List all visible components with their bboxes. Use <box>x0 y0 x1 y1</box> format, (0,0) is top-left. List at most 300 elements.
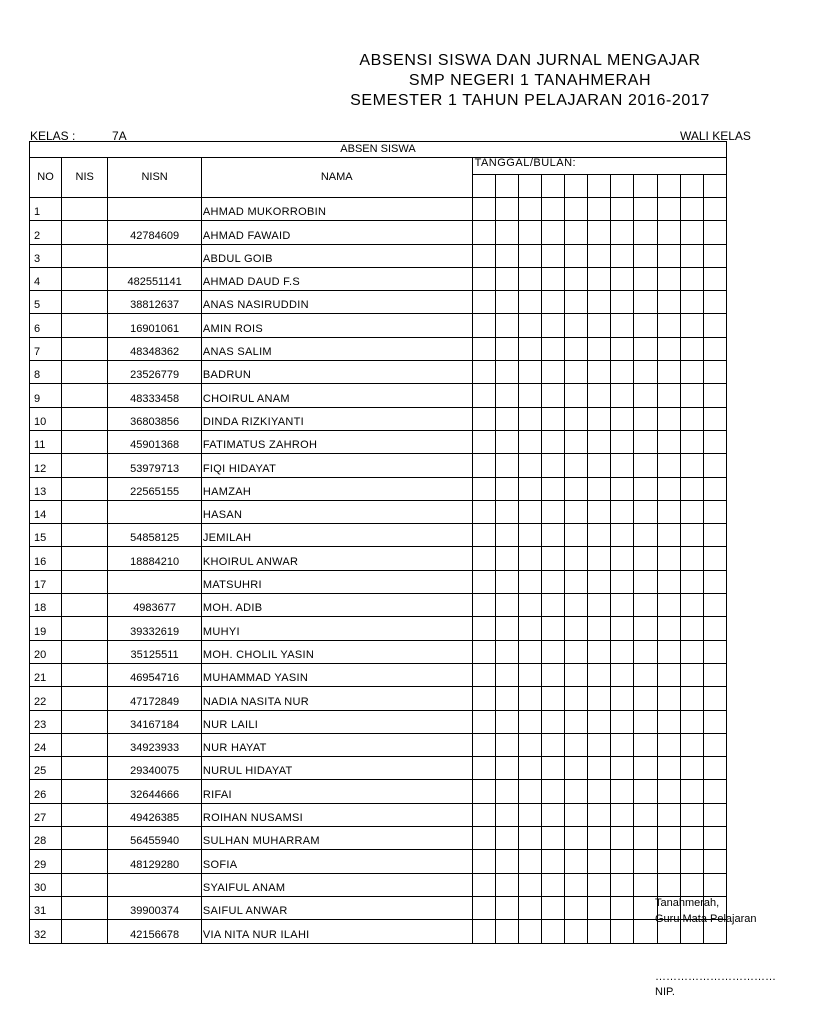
row-nis <box>62 361 108 384</box>
attendance-cell <box>472 198 495 221</box>
attendance-cell <box>703 547 726 570</box>
table-row <box>30 803 727 826</box>
row-nama: NUR HAYAT <box>201 733 472 756</box>
row-no: 26 <box>30 780 62 803</box>
attendance-cell <box>472 687 495 710</box>
table-row <box>30 640 727 663</box>
attendance-cell <box>703 337 726 360</box>
row-nama: ROIHAN NUSAMSI <box>201 803 472 826</box>
attendance-cell <box>657 198 680 221</box>
row-nisn <box>108 873 202 896</box>
attendance-cell <box>495 617 518 640</box>
attendance-cell <box>703 780 726 803</box>
attendance-cell <box>634 500 657 523</box>
date-column-cell <box>565 175 588 198</box>
attendance-table <box>29 141 727 944</box>
row-no: 6 <box>30 314 62 337</box>
attendance-cell <box>495 710 518 733</box>
doc-title-line2: SMP NEGERI 1 TANAHMERAH <box>408 72 652 89</box>
row-nama: MOH. ADIB <box>201 594 472 617</box>
attendance-cell <box>680 454 703 477</box>
attendance-cell <box>565 314 588 337</box>
table-row <box>30 850 727 873</box>
attendance-cell <box>611 570 634 593</box>
attendance-cell <box>634 873 657 896</box>
attendance-cell <box>611 873 634 896</box>
teacher-role-label: Guru Mata Pelajaran <box>655 913 757 925</box>
attendance-cell <box>565 291 588 314</box>
row-nama: ANAS SALIM <box>201 337 472 360</box>
attendance-cell <box>588 221 611 244</box>
attendance-cell <box>657 827 680 850</box>
row-no: 22 <box>30 687 62 710</box>
row-no: 14 <box>30 500 62 523</box>
row-nama: MOH. CHOLIL YASIN <box>201 640 472 663</box>
attendance-cell <box>634 361 657 384</box>
attendance-cell <box>657 477 680 500</box>
attendance-cell <box>657 384 680 407</box>
attendance-cell <box>472 477 495 500</box>
col-header-nisn: NISN <box>108 158 202 198</box>
attendance-cell <box>472 221 495 244</box>
row-nis <box>62 617 108 640</box>
row-nisn: 56455940 <box>108 827 202 850</box>
row-nis <box>62 454 108 477</box>
row-nis <box>62 244 108 267</box>
attendance-cell <box>541 757 564 780</box>
attendance-cell <box>518 803 541 826</box>
row-nis <box>62 267 108 290</box>
attendance-cell <box>680 803 703 826</box>
attendance-cell <box>611 827 634 850</box>
table-row <box>30 687 727 710</box>
attendance-cell <box>541 291 564 314</box>
table-row <box>30 733 727 756</box>
attendance-cell <box>680 477 703 500</box>
attendance-cell <box>472 337 495 360</box>
attendance-cell <box>634 407 657 430</box>
attendance-cell <box>472 920 495 943</box>
attendance-cell <box>565 850 588 873</box>
attendance-cell <box>657 361 680 384</box>
attendance-cell <box>680 687 703 710</box>
attendance-cell <box>518 710 541 733</box>
row-nis <box>62 547 108 570</box>
attendance-cell <box>611 663 634 686</box>
attendance-cell <box>472 267 495 290</box>
kelas-label: KELAS : <box>30 129 76 143</box>
attendance-cell <box>518 500 541 523</box>
attendance-cell <box>703 477 726 500</box>
attendance-cell <box>680 244 703 267</box>
attendance-cell <box>495 687 518 710</box>
row-nama: ANAS NASIRUDDIN <box>201 291 472 314</box>
attendance-cell <box>495 314 518 337</box>
row-nis <box>62 314 108 337</box>
attendance-cell <box>611 454 634 477</box>
attendance-cell <box>611 757 634 780</box>
row-no: 4 <box>30 267 62 290</box>
attendance-cell <box>518 827 541 850</box>
attendance-cell <box>495 477 518 500</box>
attendance-cell <box>657 873 680 896</box>
attendance-cell <box>611 733 634 756</box>
row-nisn <box>108 198 202 221</box>
row-nisn: 49426385 <box>108 803 202 826</box>
attendance-cell <box>495 920 518 943</box>
row-nis <box>62 384 108 407</box>
row-nis <box>62 640 108 663</box>
attendance-cell <box>518 267 541 290</box>
row-nis <box>62 757 108 780</box>
table-row <box>30 500 727 523</box>
attendance-cell <box>541 780 564 803</box>
row-no: 27 <box>30 803 62 826</box>
attendance-cell <box>541 547 564 570</box>
attendance-cell <box>495 663 518 686</box>
attendance-cell <box>588 477 611 500</box>
attendance-cell <box>518 244 541 267</box>
attendance-cell <box>634 710 657 733</box>
attendance-cell <box>518 524 541 547</box>
attendance-cell <box>680 547 703 570</box>
attendance-cell <box>703 873 726 896</box>
attendance-cell <box>634 780 657 803</box>
row-nisn <box>108 570 202 593</box>
row-nisn: 34923933 <box>108 733 202 756</box>
attendance-cell <box>657 524 680 547</box>
attendance-cell <box>472 803 495 826</box>
row-nisn: 36803856 <box>108 407 202 430</box>
attendance-cell <box>588 570 611 593</box>
row-nama: MATSUHRI <box>201 570 472 593</box>
attendance-cell <box>680 594 703 617</box>
attendance-cell <box>680 500 703 523</box>
attendance-cell <box>634 430 657 453</box>
row-nisn: 18884210 <box>108 547 202 570</box>
row-nisn: 46954716 <box>108 663 202 686</box>
attendance-cell <box>611 594 634 617</box>
attendance-cell <box>541 337 564 360</box>
table-row <box>30 244 727 267</box>
table-row <box>30 384 727 407</box>
attendance-cell <box>495 733 518 756</box>
attendance-cell <box>657 850 680 873</box>
attendance-cell <box>657 757 680 780</box>
row-nama: FIQI HIDAYAT <box>201 454 472 477</box>
row-nis <box>62 896 108 919</box>
attendance-cell <box>703 687 726 710</box>
attendance-cell <box>541 687 564 710</box>
table-row <box>30 361 727 384</box>
attendance-cell <box>495 524 518 547</box>
attendance-cell <box>680 291 703 314</box>
attendance-cell <box>495 267 518 290</box>
attendance-cell <box>611 547 634 570</box>
row-no: 5 <box>30 291 62 314</box>
attendance-cell <box>703 733 726 756</box>
attendance-cell <box>634 314 657 337</box>
attendance-cell <box>565 710 588 733</box>
row-nama: NADIA NASITA NUR <box>201 687 472 710</box>
row-nisn: 47172849 <box>108 687 202 710</box>
attendance-cell <box>634 477 657 500</box>
attendance-cell <box>588 733 611 756</box>
attendance-cell <box>657 570 680 593</box>
attendance-cell <box>588 454 611 477</box>
table-row <box>30 267 727 290</box>
attendance-cell <box>703 827 726 850</box>
attendance-cell <box>495 640 518 663</box>
attendance-cell <box>518 896 541 919</box>
attendance-cell <box>703 710 726 733</box>
attendance-cell <box>634 827 657 850</box>
attendance-cell <box>565 500 588 523</box>
row-nisn: 42784609 <box>108 221 202 244</box>
attendance-cell <box>565 687 588 710</box>
attendance-cell <box>680 337 703 360</box>
row-nisn: 32644666 <box>108 780 202 803</box>
attendance-cell <box>588 803 611 826</box>
attendance-cell <box>611 314 634 337</box>
row-no: 31 <box>30 896 62 919</box>
attendance-cell <box>518 687 541 710</box>
attendance-cell <box>680 524 703 547</box>
attendance-cell <box>703 244 726 267</box>
attendance-cell <box>565 873 588 896</box>
date-column-cell <box>634 175 657 198</box>
attendance-cell <box>657 314 680 337</box>
attendance-cell <box>611 500 634 523</box>
attendance-cell <box>703 198 726 221</box>
attendance-cell <box>680 384 703 407</box>
attendance-cell <box>518 780 541 803</box>
attendance-cell <box>657 291 680 314</box>
attendance-cell <box>680 757 703 780</box>
row-nisn: 53979713 <box>108 454 202 477</box>
attendance-cell <box>518 873 541 896</box>
attendance-cell <box>703 361 726 384</box>
attendance-cell <box>495 221 518 244</box>
date-column-cell <box>611 175 634 198</box>
attendance-cell <box>472 500 495 523</box>
attendance-cell <box>588 314 611 337</box>
attendance-cell <box>495 430 518 453</box>
attendance-cell <box>703 500 726 523</box>
attendance-cell <box>680 361 703 384</box>
attendance-cell <box>518 850 541 873</box>
row-no: 18 <box>30 594 62 617</box>
table-row <box>30 430 727 453</box>
date-column-cell <box>657 175 680 198</box>
row-nama: CHOIRUL ANAM <box>201 384 472 407</box>
row-nis <box>62 198 108 221</box>
date-column-cell <box>588 175 611 198</box>
attendance-cell <box>634 896 657 919</box>
row-no: 21 <box>30 663 62 686</box>
attendance-cell <box>680 407 703 430</box>
attendance-cell <box>472 570 495 593</box>
attendance-cell <box>657 710 680 733</box>
attendance-cell <box>611 198 634 221</box>
attendance-cell <box>541 803 564 826</box>
attendance-cell <box>541 570 564 593</box>
attendance-cell <box>634 757 657 780</box>
attendance-cell <box>495 594 518 617</box>
table-row <box>30 780 727 803</box>
date-column-cell <box>680 175 703 198</box>
attendance-cell <box>703 617 726 640</box>
attendance-cell <box>703 314 726 337</box>
row-nisn: 48348362 <box>108 337 202 360</box>
attendance-cell <box>680 663 703 686</box>
row-nis <box>62 663 108 686</box>
attendance-cell <box>565 803 588 826</box>
attendance-cell <box>518 570 541 593</box>
attendance-cell <box>541 221 564 244</box>
table-row <box>30 757 727 780</box>
attendance-cell <box>611 430 634 453</box>
attendance-cell <box>518 663 541 686</box>
attendance-cell <box>634 198 657 221</box>
row-nis <box>62 500 108 523</box>
attendance-cell <box>565 920 588 943</box>
attendance-cell <box>472 407 495 430</box>
attendance-cell <box>472 594 495 617</box>
attendance-cell <box>472 710 495 733</box>
attendance-cell <box>518 757 541 780</box>
attendance-cell <box>634 337 657 360</box>
attendance-cell <box>472 850 495 873</box>
attendance-cell <box>657 687 680 710</box>
table-row <box>30 617 727 640</box>
attendance-cell <box>565 570 588 593</box>
attendance-cell <box>657 733 680 756</box>
attendance-cell <box>472 244 495 267</box>
attendance-cell <box>495 850 518 873</box>
attendance-cell <box>518 454 541 477</box>
attendance-cell <box>565 337 588 360</box>
attendance-cell <box>495 244 518 267</box>
date-column-cell <box>472 175 495 198</box>
attendance-cell <box>518 314 541 337</box>
row-nisn: 38812637 <box>108 291 202 314</box>
col-header-nis: NIS <box>62 158 108 198</box>
row-no: 8 <box>30 361 62 384</box>
attendance-cell <box>611 617 634 640</box>
row-nisn: 22565155 <box>108 477 202 500</box>
row-nis <box>62 780 108 803</box>
attendance-cell <box>565 221 588 244</box>
row-no: 1 <box>30 198 62 221</box>
attendance-cell <box>588 663 611 686</box>
attendance-cell <box>518 337 541 360</box>
row-nisn: 54858125 <box>108 524 202 547</box>
attendance-cell <box>703 454 726 477</box>
attendance-cell <box>611 291 634 314</box>
row-nis <box>62 291 108 314</box>
row-no: 20 <box>30 640 62 663</box>
attendance-cell <box>634 454 657 477</box>
attendance-cell <box>634 617 657 640</box>
attendance-cell <box>495 384 518 407</box>
attendance-cell <box>588 384 611 407</box>
row-nama: SAIFUL ANWAR <box>201 896 472 919</box>
attendance-cell <box>611 640 634 663</box>
row-nis <box>62 407 108 430</box>
attendance-cell <box>611 337 634 360</box>
col-header-tanggal: TANGGAL/BULAN: <box>472 158 726 175</box>
table-row <box>30 524 727 547</box>
attendance-cell <box>565 757 588 780</box>
attendance-cell <box>588 337 611 360</box>
attendance-cell <box>634 687 657 710</box>
attendance-cell <box>565 267 588 290</box>
attendance-cell <box>588 710 611 733</box>
attendance-cell <box>588 617 611 640</box>
row-nis <box>62 477 108 500</box>
attendance-cell <box>472 640 495 663</box>
attendance-cell <box>634 384 657 407</box>
row-nis <box>62 873 108 896</box>
attendance-cell <box>657 244 680 267</box>
attendance-cell <box>541 361 564 384</box>
attendance-cell <box>518 430 541 453</box>
attendance-cell <box>703 757 726 780</box>
attendance-cell <box>541 617 564 640</box>
row-nisn <box>108 500 202 523</box>
row-nama: KHOIRUL ANWAR <box>201 547 472 570</box>
attendance-cell <box>495 291 518 314</box>
attendance-cell <box>518 477 541 500</box>
table-row <box>30 896 727 919</box>
attendance-cell <box>541 384 564 407</box>
row-nis <box>62 850 108 873</box>
attendance-cell <box>657 500 680 523</box>
attendance-cell <box>657 640 680 663</box>
attendance-cell <box>565 827 588 850</box>
attendance-cell <box>703 640 726 663</box>
attendance-cell <box>680 710 703 733</box>
attendance-cell <box>588 524 611 547</box>
attendance-cell <box>472 430 495 453</box>
row-no: 17 <box>30 570 62 593</box>
attendance-cell <box>541 314 564 337</box>
attendance-cell <box>541 920 564 943</box>
attendance-cell <box>518 291 541 314</box>
row-nis <box>62 594 108 617</box>
attendance-cell <box>518 547 541 570</box>
attendance-cell <box>495 896 518 919</box>
attendance-cell <box>657 454 680 477</box>
attendance-cell <box>588 757 611 780</box>
row-nis <box>62 827 108 850</box>
attendance-cell <box>680 617 703 640</box>
row-no: 10 <box>30 407 62 430</box>
attendance-cell <box>680 640 703 663</box>
row-nama: MUHAMMAD YASIN <box>201 663 472 686</box>
table-row <box>30 291 727 314</box>
attendance-cell <box>634 547 657 570</box>
attendance-cell <box>541 407 564 430</box>
row-no: 9 <box>30 384 62 407</box>
attendance-cell <box>472 896 495 919</box>
attendance-cell <box>565 594 588 617</box>
attendance-cell <box>565 733 588 756</box>
attendance-cell <box>541 198 564 221</box>
table-row <box>30 547 727 570</box>
attendance-cell <box>634 920 657 943</box>
